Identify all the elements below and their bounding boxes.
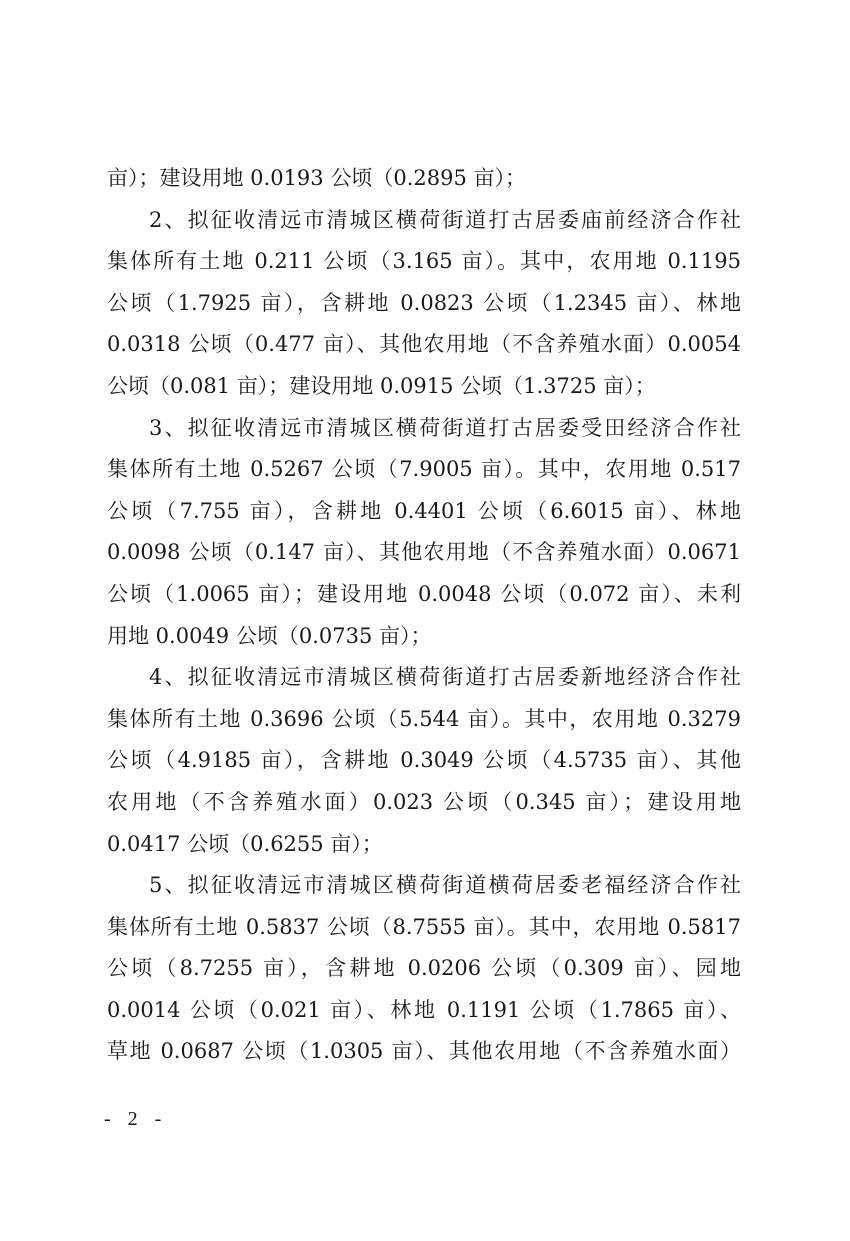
text-line: 0.0014 公顷（0.021 亩）、林地 0.1191 公顷（1.7865 亩）、 [107,997,741,1022]
text-line: 公顷（1.7925 亩），含耕地 0.0823 公顷（1.2345 亩）、林地 [107,290,741,315]
text-line: 集体所有土地 0.5837 公顷（8.7555 亩）。其中，农用地 0.5817 [107,914,741,939]
text-line-item-2-start: 2、拟征收清远市清城区横荷街道打古居委庙前经济合作社 [149,207,741,232]
text-line: 用地 0.0049 公顷（0.0735 亩）； [107,623,432,648]
text-line-item-3-start: 3、拟征收清远市清城区横荷街道打古居委受田经济合作社 [149,415,741,440]
text-line: 集体所有土地 0.3696 公顷（5.544 亩）。其中，农用地 0.3279 [107,706,741,731]
text-line: 公顷（8.7255 亩），含耕地 0.0206 公顷（0.309 亩）、园地 [107,956,741,981]
text-line-item-5-start: 5、拟征收清远市清城区横荷街道横荷居委老福经济合作社 [149,873,741,898]
text-line: 公顷（0.081 亩）；建设用地 0.0915 公顷（1.3725 亩）； [107,373,656,398]
text-line: 0.0417 公顷（0.6255 亩）； [107,831,383,856]
text-line: 集体所有土地 0.5267 公顷（7.9005 亩）。其中，农用地 0.517 [107,457,741,482]
text-line: 公顷（7.755 亩），含耕地 0.4401 公顷（6.6015 亩）、林地 [107,498,741,523]
text-line: 亩）；建设用地 0.0193 公顷（0.2895 亩）； [107,166,526,190]
text-line-item-4-start: 4、拟征收清远市清城区横荷街道打古居委新地经济合作社 [149,665,741,690]
text-line: 公顷（4.9185 亩），含耕地 0.3049 公顷（4.5735 亩）、其他 [107,748,741,773]
text-line: 草地 0.0687 公顷（1.0305 亩）、其他农用地（不含养殖水面） [107,1039,741,1064]
text-line: 0.0098 公顷（0.147 亩）、其他农用地（不含养殖水面）0.0671 [107,540,741,565]
text-line: 0.0318 公顷（0.477 亩）、其他农用地（不含养殖水面）0.0054 [107,332,741,357]
page-number: - 2 - [104,1108,168,1130]
text-line: 农用地（不含养殖水面）0.023 公顷（0.345 亩）；建设用地 [107,789,741,814]
body-text [107,158,741,1073]
text-line: 公顷（1.0065 亩）；建设用地 0.0048 公顷（0.072 亩）、未利 [107,581,741,606]
text-line: 集体所有土地 0.211 公顷（3.165 亩）。其中，农用地 0.1195 [107,249,741,274]
